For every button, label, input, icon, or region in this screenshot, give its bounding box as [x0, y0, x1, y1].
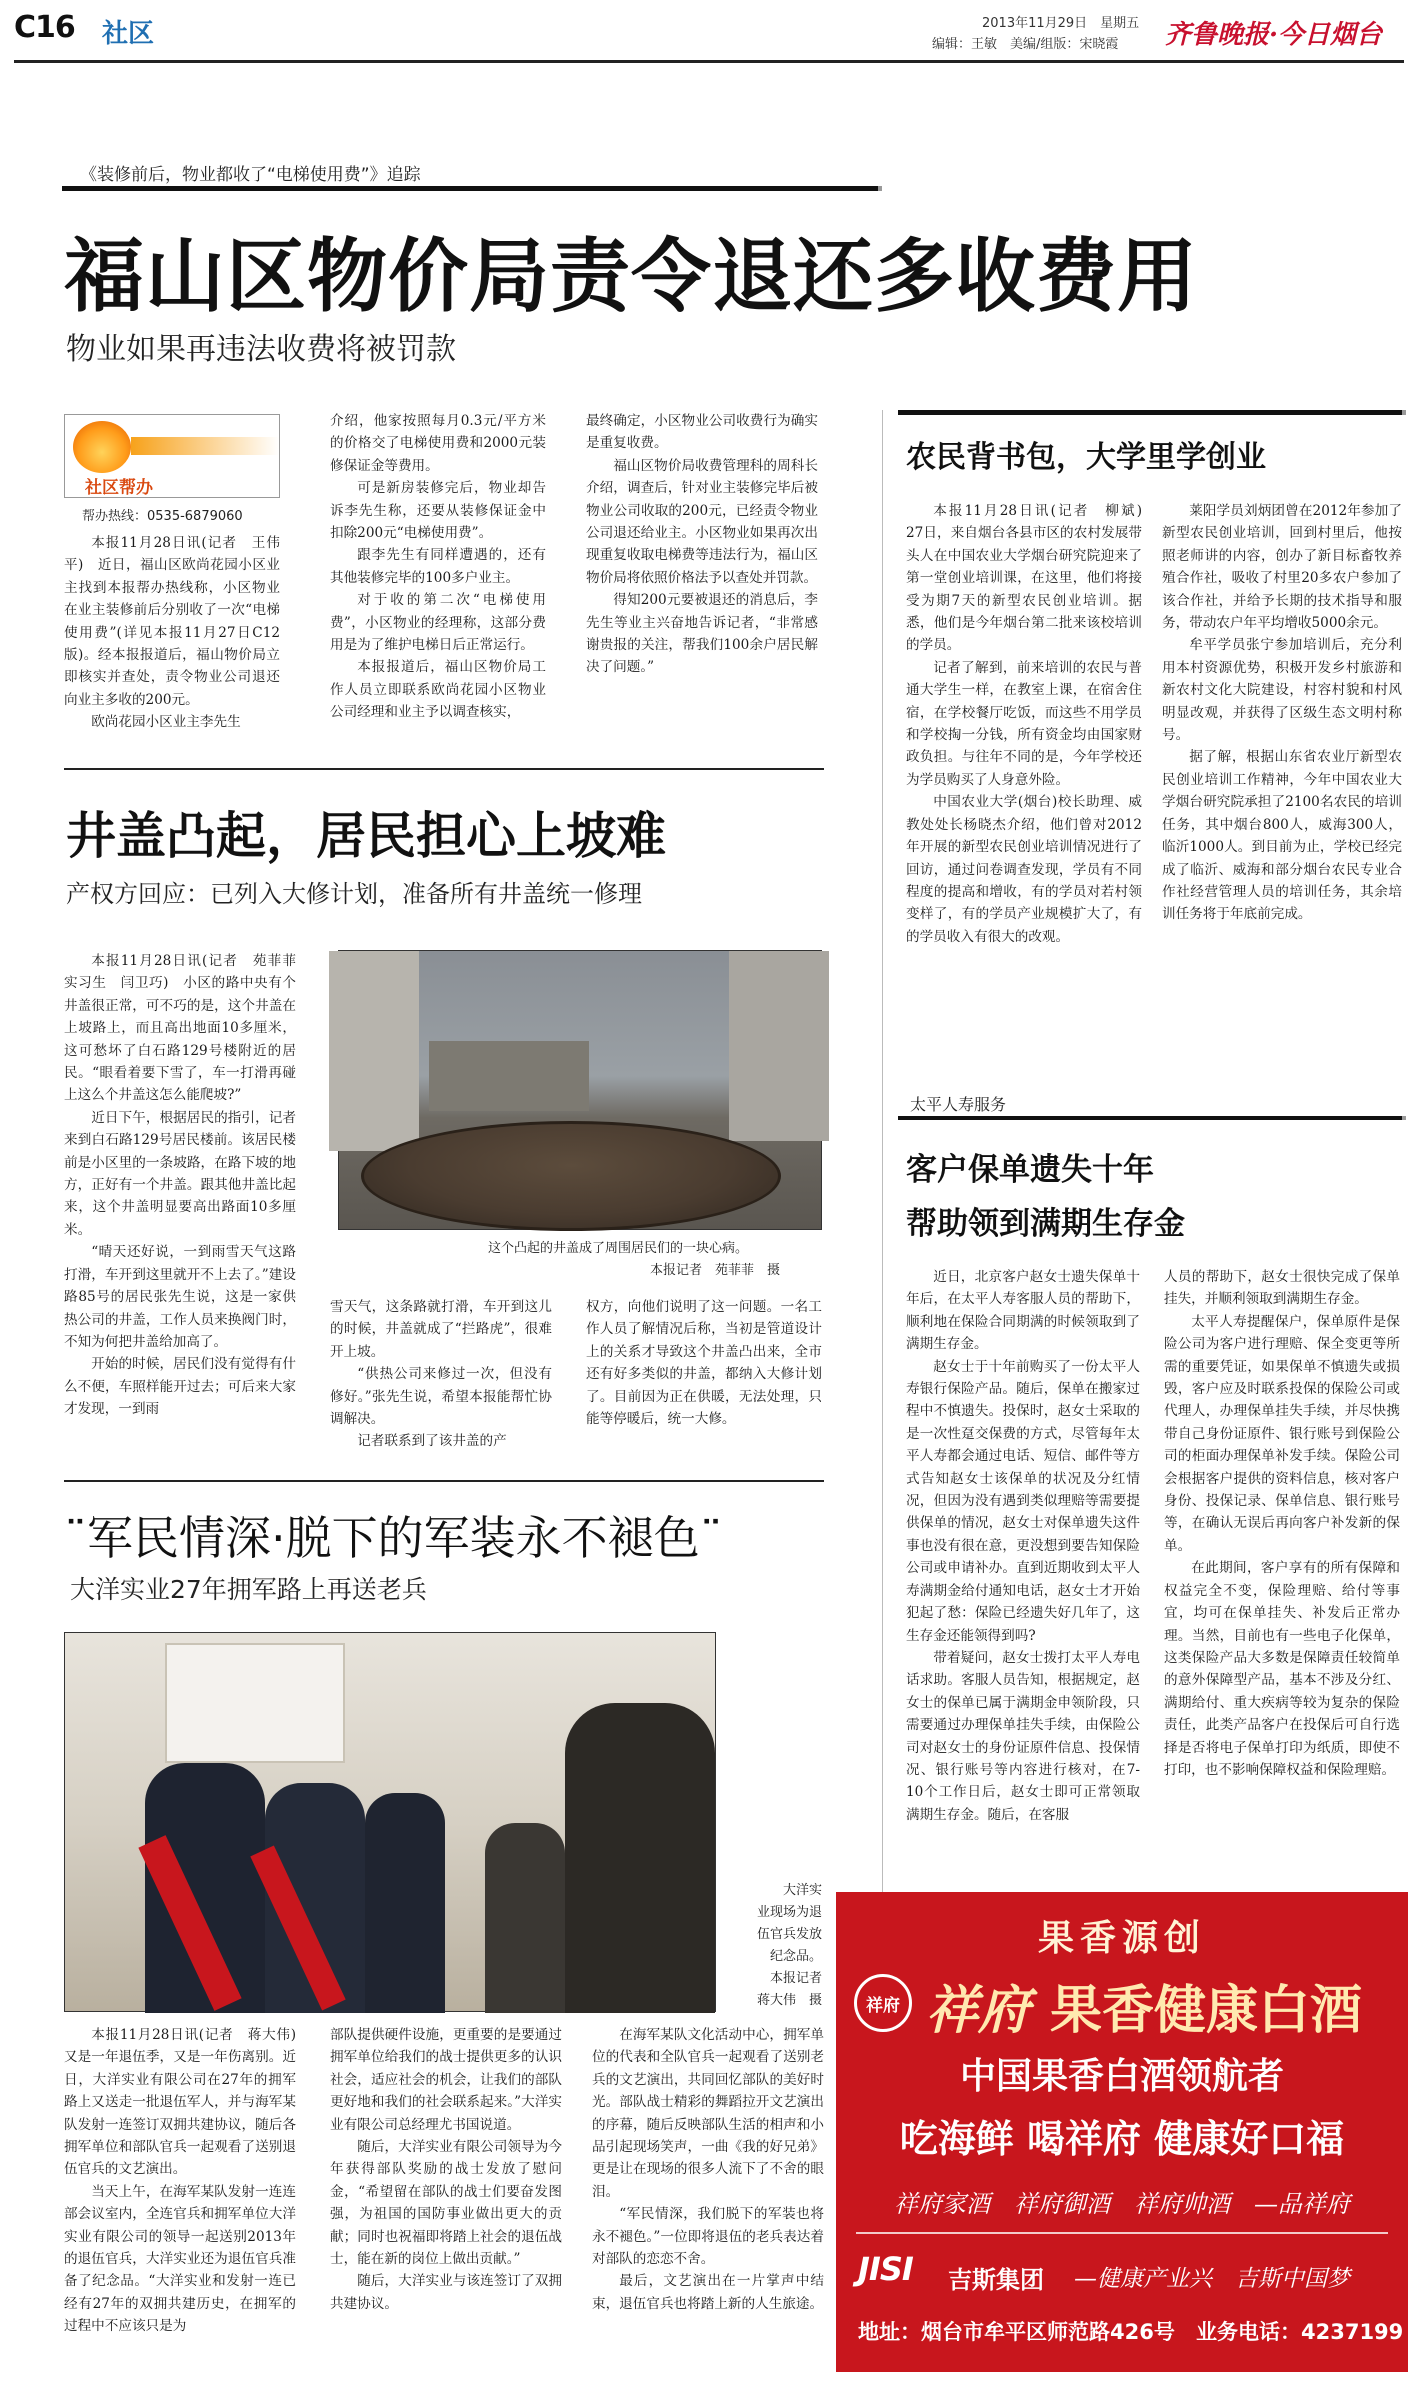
story4-headline: 农民背书包，大学里学创业 — [906, 440, 1266, 475]
page-number: C16 — [14, 10, 75, 45]
story2-subhead: 产权方回应：已列入大修计划，准备所有井盖统一修理 — [66, 880, 642, 908]
story1-paragraph: 可是新房装修完后，物业却告诉李先生称，还要从装修保证金中扣除200元“电梯使用费”。 — [330, 480, 546, 542]
story5-headline-line1: 客户保单遗失十年 — [906, 1152, 1154, 1188]
ad-tagline1: 中国果香白酒领航者 — [959, 2055, 1284, 2097]
story3-headline — [64, 1502, 723, 1568]
ad-seal-text: 祥府 — [866, 1995, 900, 2016]
badge-banner — [131, 437, 279, 455]
story2-paragraph: 记者联系到了该井盖的产 — [357, 1433, 507, 1450]
story4-paragraph: 牟平学员张宁参加培训后，充分利用本村资源优势，积极开发乡村旅游和新农村文化大院建设，村容村貌和村风明显改观，并获得了区级生态文明村称号。 — [1162, 637, 1402, 744]
caption-line: 本报记者 — [769, 1971, 822, 1986]
story3-paragraph: 部队提供硬件设施，更重要的是要通过拥军单位给我们的战士提供更多的认识社会，适应社会的机会，让我们的部队更好地和我们的社会联系起来。”大洋实业有限公司总经理尤书国说道。 — [330, 2027, 562, 2133]
story3-col2 — [330, 2024, 562, 2374]
story2-paragraph: “晴天还好说，一到雨雪天气这路打滑，车开到这里就开不上去了。”建设路85号的居民张先生说，这是一家供热公司的井盖，工作人员来换阀门时，不知为何把井盖给加高了。 — [64, 1244, 296, 1350]
ad-top-line: 果香源创 — [1037, 1917, 1206, 1959]
photo-building — [729, 951, 829, 1141]
story3-col1 — [64, 2024, 310, 2374]
editors-line: 编辑：王敏 美编/组版：宋晓霞 — [932, 37, 1119, 52]
story2-paragraph: 权方，向他们说明了这一问题。一名工作人员了解情况后称，当初是管道设计上的关系才导致这个井盖凸出来，全市还有好多类似的井盖，都纳入大修计划了。目前因为正在供暖，无法处理，只能等停暖后，统一大修。 — [586, 1299, 822, 1428]
photo-window — [165, 1643, 345, 1763]
story3-top-rule — [64, 1480, 824, 1482]
story1-paragraph: 欧尚花园小区业主李先生 — [91, 714, 241, 731]
soldiers-photo-caption — [730, 1880, 822, 2012]
story1-col2 — [330, 410, 546, 721]
story5-paragraph: 人员的帮助下，赵女士很快完成了保单挂失，并顺利领取到满期生存金。 — [1164, 1269, 1400, 1308]
story1-paragraph: 跟李先生有同样遭遇的，还有其他装修完毕的100多户业主。 — [330, 547, 546, 586]
ad-group-name: 吉斯集团 — [948, 2266, 1044, 2294]
caption-line: 蒋大伟 摄 — [756, 1993, 822, 2008]
story5-col2 — [1164, 1266, 1400, 1866]
story5-paragraph: 在此期间，客户享有的所有保障和权益完全不变，保险理赔、给付等事宜，均可在保单挂失、补发后正常办理。当然，目前也有一些电子化保单，这类保险产品大多数是保障责任较简单的意外保障型产品，基本不涉及分红、满期给付、重大疾病等较为复杂的保险责任，此类产品客户在投保后可自行选择是否将电子保单打印为纸质，即使不打印，也不影响保障权益和保险理赔。 — [1164, 1560, 1400, 1778]
photo-man — [565, 1703, 715, 2013]
story3-paragraph: 随后，大洋实业有限公司领导为今年获得部队奖励的战士发放了慰问金，“希望留在部队的战士们要奋发图强，为祖国的国防事业做出更大的贡献；同时也祝福即将踏上社会的退伍战士，能在新的岗位上做出贡献。” — [330, 2139, 562, 2268]
story3-subhead: 大洋实业27年拥军路上再送老兵 — [70, 1575, 427, 1604]
photo-soldier — [365, 1793, 445, 2013]
photo-building — [329, 951, 419, 1151]
ad-phone: 业务电话：4237199 — [1196, 2320, 1404, 2344]
soldiers-photo — [64, 1632, 716, 2012]
story1-paragraph: 本报11月28日讯(记者 王伟平) 近日，福山区欧尚花园小区业主找到本报帮办热线称，小区物业在业主装修前后分别收了一次“电梯使用费”(详见本报11月27日C12版)。经本报报道后，福山物价局立即核实并查处，责令物业公司退还向业主多收的200元。 — [64, 535, 280, 708]
story5-paragraph: 赵女士于十年前购买了一份太平人寿银行保险产品。随后，保单在搬家过程中不慎遗失。投保时，赵女士采取的是一次性趸交保费的方式，尽管每年太平人寿都会通过电话、短信、邮件等方式告知赵女士该保单的状况及分红情况，但因为没有遇到类似理赔等需要提供保单的情况，赵女士对保单遗失这件事也没有很在意，更没想到要告知保险公司或申请补办。直到近期收到太平人寿满期金给付通知电话，赵女士才开始犯起了愁：保险已经遗失好几年了，这生存金还能领得到吗? — [906, 1358, 1140, 1644]
masthead — [0, 0, 1417, 65]
story4-paragraph: 莱阳学员刘炳团曾在2012年参加了新型农民创业培训，回到村里后，他按照老师讲的内容，创办了新目标畜牧养殖合作社，吸收了村里20多农户参加了该合作社，并给予长期的技术指导和服务，带动农户年平均增收5000余元。 — [1162, 503, 1402, 632]
story3-paragraph: 随后，大洋实业与该连签订了双拥共建协议。 — [330, 2273, 562, 2312]
story3-paragraph: 在海军某队文化活动中心，拥军单位的代表和全队官兵一起观看了送别老兵的文艺演出，共同回忆部队的美好时光。部队战士精彩的舞蹈拉开文艺演出的序幕，随后反映部队生活的相声和小品引起现场笑声，一曲《我的好兄弟》更是让在现场的很多人流下了不舍的眼泪。 — [592, 2027, 824, 2200]
story2-top-rule — [64, 768, 824, 770]
newspaper-brand: 齐鲁晚报·今日烟台 — [1165, 20, 1383, 50]
story3-paragraph: 本报11月28日讯(记者 蒋大伟) 又是一年退伍季，又是一年伤离别。近日，大洋实业有限公司在27年的拥军路上又送走一批退伍军人，并与海军某队发射一连签订双拥共建协议，随后各拥军单位和部队官兵一起观看了送别退伍官兵的文艺演出。 — [64, 2027, 310, 2178]
ad-logo: JISI — [858, 2250, 913, 2288]
story4-top-rule — [898, 410, 1406, 415]
manhole-photo-caption: 这个凸起的井盖成了周围居民们的一块心病。 — [488, 1241, 749, 1256]
story1-paragraph: 得知200元要被退还的消息后，李先生等业主兴奋地告诉记者，“非常感谢贵报的关注，帮我们100余户居民解决了问题。” — [586, 592, 818, 676]
section-name: 社区 — [102, 19, 155, 49]
story1-headline: 福山区物价局责令退还多收费用 — [64, 230, 1198, 323]
story4-paragraph: 本报11月28日讯(记者 柳斌) 27日，来自烟台各县市区的农村发展带头人在中国农业大学烟台研究院迎来了第一堂创业培训课，在这里，他们将接受为期7天的新型农民创业培训。据悉，他们是今年烟台第二批来该校培训的学员。 — [906, 503, 1156, 654]
ad-brand-a: 祥府 — [926, 1980, 1031, 2041]
quote-mark: ¨ — [64, 1511, 87, 1565]
story2-paragraph: 本报11月28日讯(记者 苑菲菲 实习生 闫卫巧) 小区的路中央有个井盖很正常，可不巧的是，这个井盖在上坡路上，而且高出地面10多厘米，这可愁坏了白石路129号楼附近的居民。“眼看着要下雪了，车一打滑再碰上这么个井盖这怎么能爬坡?” — [64, 953, 310, 1104]
story1-col1 — [64, 532, 280, 731]
story5-paragraph: 近日，北京客户赵女士遗失保单十年后，在太平人寿客服人员的帮助下，顺利地在保险合同期满的时候领取到了满期生存金。 — [906, 1269, 1140, 1353]
story3-paragraph: “军民情深，我们脱下的军装也将永不褪色。”一位即将退伍的老兵表达着对部队的恋恋不舍。 — [592, 2206, 824, 2268]
caption-line: 业现场为退 — [756, 1905, 822, 1920]
badge-title: 社区帮办 — [85, 478, 153, 498]
story5-kicker-rule — [898, 1116, 1406, 1120]
story5-paragraph: 太平人寿提醒保户，保单原件是保险公司为客户进行理赔、保全变更等所需的重要凭证，如果保单不慎遗失或损毁，客户应及时联系投保的保险公司或代理人，办理保单挂失手续，并尽快携带自己身份证原件、银行账号到保险公司的柜面办理保单补发手续。保险公司会根据客户提供的资料信息，核对客户身份、投保记录、保单信息、银行账号等，在确认无误后再向客户补发新的保单。 — [1164, 1313, 1400, 1554]
story5-col1 — [906, 1266, 1140, 1866]
story1-kicker: 《装修前后，物业都收了“电梯使用费”》追踪 — [80, 165, 421, 185]
story4-paragraph: 记者了解到，前来培训的农民与普通大学生一样，在教室上课，在宿舍住宿，在学校餐厅吃饭，而这些不用学员和学校掏一分钱，所有资金均由国家财政负担。与往年不同的是，今年学校还为学员购买了人身意外险。 — [906, 659, 1142, 788]
story1-kicker-rule — [62, 186, 882, 191]
ad-tagline2: 吃海鲜 喝祥府 健康好口福 — [899, 2117, 1345, 2161]
story2-paragraph: 开始的时候，居民们没有觉得有什么不便，车照样能开过去；可后来大家才发现，一到雨 — [64, 1356, 296, 1418]
manhole-photo — [338, 950, 822, 1230]
manhole-cover — [361, 1121, 781, 1231]
story4-paragraph: 据了解，根据山东省农业厅新型农民创业培训工作精神，今年中国农业大学烟台研究院承担了2100名农民的培训任务，其中烟台800人，威海300人，临沂1000人。到目前为止，学校已经完成了临沂、威海和部分烟台农民专业合作社经营管理人员的培训任务，其余培训任务将于年底前完成。 — [1162, 749, 1402, 923]
story2-paragraph: 近日下午，根据居民的指引，记者来到白石路129号居民楼前。该居民楼前是小区里的一条坡路，在路下坡的地方，正好有一个井盖。跟其他井盖比起来，这个井盖明显要高出路面10多厘米。 — [64, 1109, 296, 1238]
story3-col3 — [592, 2024, 824, 2374]
masthead-rule — [14, 60, 1404, 63]
story2-col1 — [64, 950, 310, 1430]
story1-paragraph: 介绍，他家按照每月0.3元/平方米的价格交了电梯使用费和2000元装修保证金等费用。 — [330, 413, 546, 474]
date-line: 2013年11月29日 星期五 — [982, 16, 1140, 31]
manhole-photo-credit: 本报记者 苑菲菲 摄 — [650, 1263, 781, 1278]
ad-address: 地址：烟台市牟平区师范路426号 — [858, 2320, 1175, 2344]
story2-col2 — [330, 1296, 552, 1450]
story1-paragraph: 福山区物价局收费管理科的周科长介绍，调查后，针对业主装修完毕后被物业公司收取的200元，已经责令物业公司退还给业主。小区物业如果再次出现重复收取电梯费等违法行为，福山区物价局将依照价格法予以查处并罚款。 — [586, 457, 818, 586]
quote-mark: ¨ — [699, 1511, 723, 1565]
story3-headline-text: 军民情深·脱下的军装永不褪色 — [87, 1511, 700, 1565]
story3-paragraph: 最后，文艺演出在一片掌声中结束，退伍官兵也将踏上新的人生旅途。 — [592, 2273, 824, 2312]
ad-slogan: —健康产业兴 吉斯中国梦 — [1074, 2266, 1350, 2292]
ad-brand-b: 果香健康白酒 — [1050, 1980, 1363, 2041]
caption-line: 伍官兵发放 — [756, 1927, 822, 1942]
story5-kicker: 太平人寿服务 — [910, 1095, 1007, 1114]
story1-paragraph: 最终确定，小区物业公司收费行为确实是重复收费。 — [586, 413, 818, 452]
community-help-badge — [64, 414, 280, 498]
photo-man — [485, 1823, 565, 2013]
ad-products: 祥府家酒 祥府御酒 祥府帅酒 —品祥府 — [894, 2190, 1350, 2218]
story1-paragraph: 本报报道后，福山区物价局工作人员立即联系欧尚花园小区物业公司经理和业主予以调查核实， — [330, 659, 546, 721]
story3-paragraph: 当天上午，在海军某队发射一连连部会议室内，全连官兵和拥军单位大洋实业有限公司的领导一起送别2013年的退伍官兵，大洋实业还为退伍官兵准备了纪念品。“大洋实业和发射一连已经有27年的双拥共建历史，在拥军的过程中不应该只是为 — [64, 2183, 296, 2335]
caption-line: 大洋实 — [782, 1883, 822, 1898]
caption-line: 纪念品。 — [769, 1949, 822, 1964]
story2-col3 — [586, 1296, 822, 1431]
badge-hotline: 帮办热线：0535-6879060 — [82, 509, 243, 524]
story1-subhead: 物业如果再违法收费将被罚款 — [66, 332, 456, 367]
story2-headline: 井盖凸起，居民担心上坡难 — [66, 807, 666, 865]
story5-headline-line2: 帮助领到满期生存金 — [906, 1206, 1185, 1242]
story1-col3 — [586, 410, 818, 710]
story4-paragraph: 中国农业大学(烟台)校长助理、威教处处长杨晓杰介绍，他们曾对2012年开展的新型农民创业培训情况进行了回访，通过问卷调查发现，学员有不同程度的提高和增收，有的学员对若村领变样了，有的学员产业规模扩大了，有的学员收入有很大的改观。 — [906, 794, 1142, 945]
story4-col2 — [1162, 500, 1402, 1050]
story2-paragraph: 雪天气，这条路就打滑，车开到这儿的时候，井盖就成了“拦路虎”，很难开上坡。 — [330, 1299, 552, 1360]
story5-paragraph: 带着疑问，赵女士拨打太平人寿电话求助。客服人员告知，根据规定，赵女士的保单已属于满期金申领阶段，只需要通过办理保单挂失手续，由保险公司对赵女士的身份证原件信息、投保情况、银行账号等内容进行核对，在7-10个工作日后，赵女士即可正常领取满期生存金。随后，在客服 — [906, 1649, 1140, 1823]
story4-col1 — [906, 500, 1156, 1050]
story1-paragraph: 对于收的第二次“电梯使用费”，小区物业的经理称，这部分费用是为了维护电梯日后正常运行。 — [330, 592, 546, 654]
liquor-advertisement — [836, 1892, 1408, 2372]
photo-wall — [429, 1041, 589, 1111]
story2-paragraph: “供热公司来修过一次，但没有修好。”张先生说，希望本报能帮忙协调解决。 — [330, 1366, 552, 1428]
headphones-icon — [73, 421, 131, 473]
ad-seal-icon — [854, 1974, 912, 2032]
ad-divider — [856, 2232, 1388, 2234]
